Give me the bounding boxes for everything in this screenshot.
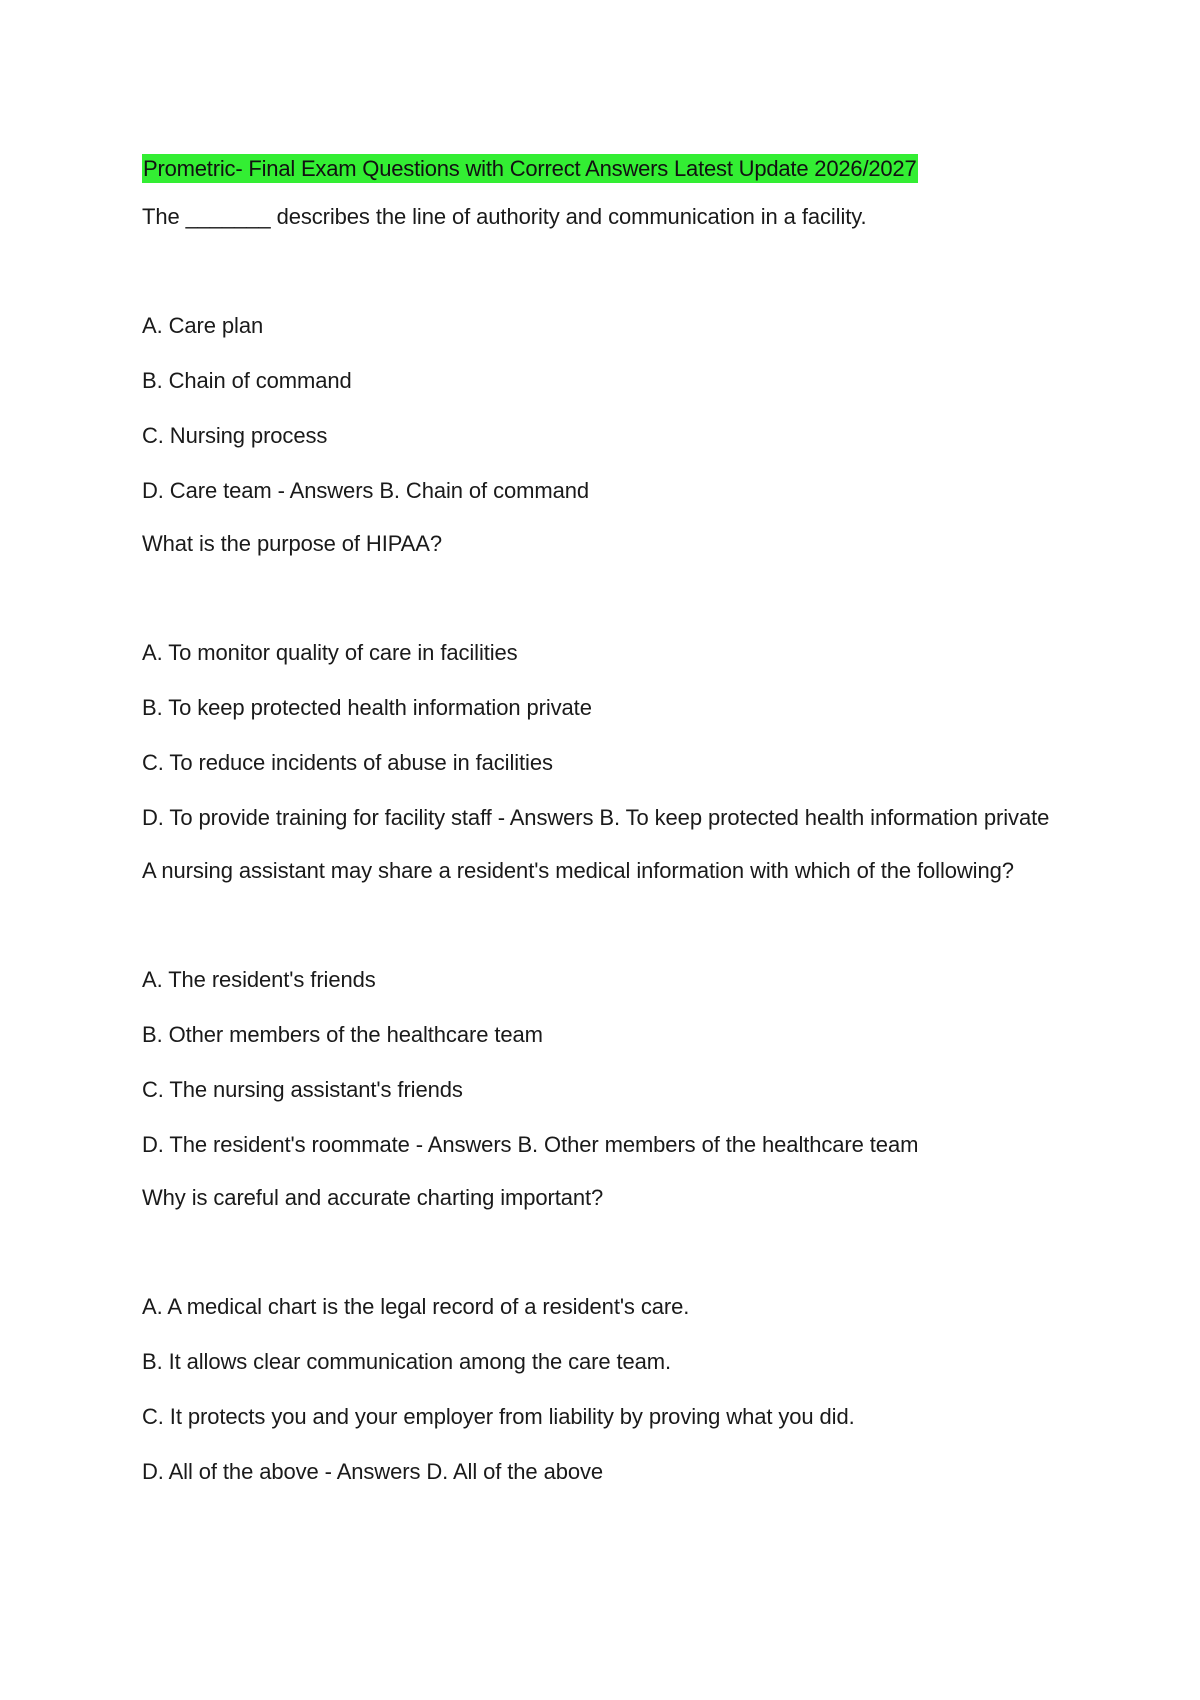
- answer-option-with-answer: D. The resident's roommate - Answers B. Other members of the healthcare team: [142, 1132, 919, 1157]
- answer-option: B. It allows clear communication among the care team.: [142, 1349, 672, 1374]
- document-title: Prometric- Final Exam Questions with Correct Answers Latest Update 2026/2027: [143, 156, 917, 181]
- answer-option: B. To keep protected health information private: [142, 695, 592, 720]
- answer-option: B. Other members of the healthcare team: [142, 1022, 543, 1047]
- answer-option-with-answer: D. All of the above - Answers D. All of the above: [142, 1459, 604, 1484]
- answer-option: B. Chain of command: [142, 368, 352, 393]
- answer-option: C. To reduce incidents of abuse in facilities: [142, 750, 553, 775]
- question-text: A nursing assistant may share a resident's medical information with which of the following?: [142, 858, 1014, 883]
- question-block-2: [142, 529, 1082, 833]
- answer-option-with-answer: D. Care team - Answers B. Chain of command: [142, 478, 589, 503]
- answer-option: C. The nursing assistant's friends: [142, 1077, 463, 1102]
- question-block-1: [142, 202, 1082, 506]
- question-text: The _______ describes the line of authority and communication in a facility.: [142, 204, 867, 229]
- answer-option: A. The resident's friends: [142, 967, 376, 992]
- answer-option: A. To monitor quality of care in facilities: [142, 640, 518, 665]
- question-block-4: [142, 1183, 1082, 1487]
- question-text: What is the purpose of HIPAA?: [142, 531, 442, 556]
- question-text: Why is careful and accurate charting important?: [142, 1185, 604, 1210]
- answer-option: A. Care plan: [142, 313, 264, 338]
- answer-option-with-answer: D. To provide training for facility staff - Answers B. To keep protected health information private: [142, 805, 1050, 830]
- answer-option: C. It protects you and your employer from liability by proving what you did.: [142, 1404, 855, 1429]
- document-content: [142, 150, 1082, 1487]
- answer-option: A. A medical chart is the legal record of a resident's care.: [142, 1294, 690, 1319]
- answer-option: C. Nursing process: [142, 423, 328, 448]
- question-block-3: [142, 856, 1082, 1160]
- document-title-line: [142, 150, 1082, 188]
